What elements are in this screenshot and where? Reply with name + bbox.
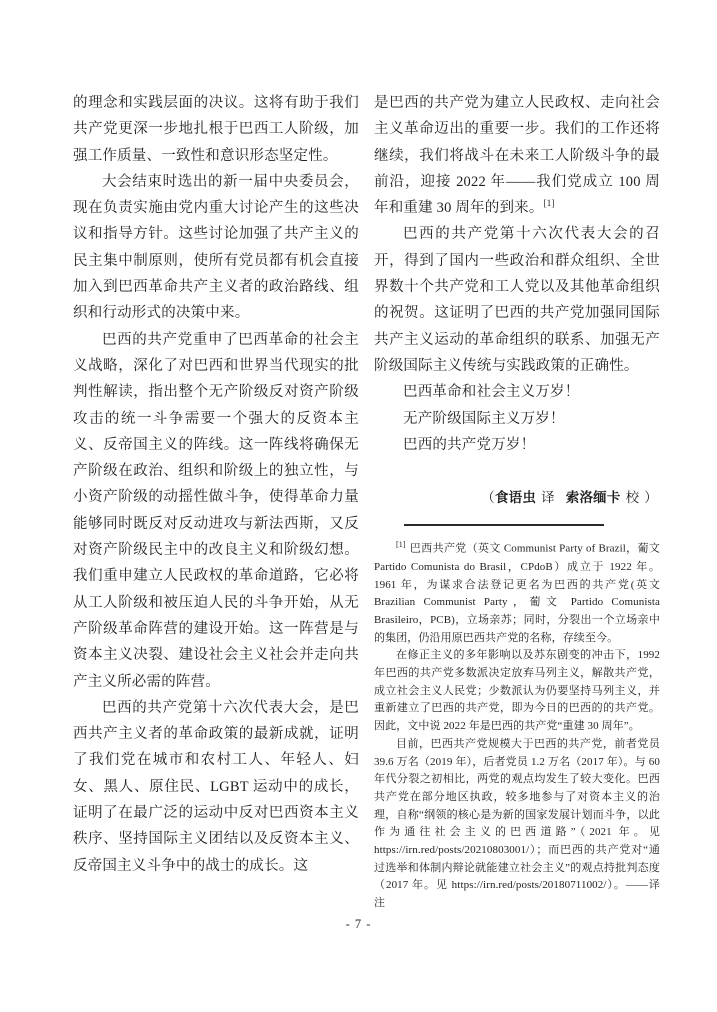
footnote-marker: [1] — [396, 540, 406, 550]
paragraph — [374, 90, 660, 221]
footnote-paragraph — [374, 536, 660, 647]
credit-line — [374, 485, 660, 511]
proofreader-name: 索洛缅卡 — [565, 490, 621, 506]
slogan-line: 巴西革命和社会主义万岁！ — [403, 384, 580, 401]
slogan-line: 巴西的共产党万岁！ — [403, 436, 536, 453]
translator-role: 译 — [541, 490, 555, 506]
two-column-layout — [73, 90, 659, 913]
slogan-line: 无产阶级国际主义万岁！ — [403, 410, 565, 427]
paragraph: 巴西的共产党第十六次代表大会的召开，得到了国内一些政治和群众组织、全世界数十个共产党和工人党以及其他革命组织的祝贺。这证明了巴西的共产党加强同国际共产主义运动的革命组织的联系、加强无产阶级国际主义传统与实践政策的正确性。 — [374, 226, 660, 374]
credit-close-paren: ） — [644, 490, 658, 506]
footnote-paragraph: 目前，巴西共产党规模大于巴西的共产党，前者党员 39.6 万名（2019 年），后者党员 1.2 万名（2017 年）。与 60 年代分裂之初相比，两党的观点均发生了较大变化。巴西共产党在部分地区执政，较多地参与了对资本主义的治理，自称“纲领的核心是为新的国家发展计划而斗争，以此作为通往社会主义的巴西道路”（2021 年。见 https://irn.red/posts/20210803001/）；而巴西的共产党对“通过选举和体制内辩论就能建立社会主义”的观点持批判态度（2017 年。见 https://irn.red/posts/20180711002/）。——译注 — [374, 737, 660, 910]
page-number: - 7 - — [345, 917, 372, 931]
footnote-separator-rule — [404, 524, 604, 526]
paragraph: 巴西的共产党第十六次代表大会，是巴西共产主义者的革命政策的最新成就，证明了我们党在城市和农村工人、年轻人、妇女、黑人、原住民、LGBT 运动中的成长，证明了在最广泛的运动中反对巴西资本主义秩序、坚持国际主义团结以及反资本主义、反帝国主义斗争中的战士的成长。这 — [73, 699, 359, 874]
proofreader-role: 校 — [625, 490, 640, 506]
left-column — [73, 90, 359, 913]
paragraph: 的理念和实践层面的决议。这将有助于我们共产党更深一步地扎根于巴西工人阶级，加强工作质量、一致性和意识形态坚定性。 — [73, 95, 359, 164]
footnote-text: 巴西共产党（英文 Communist Party of Brazil，葡文 Partido Comunista do Brasil，CPdoB）成立于 1922 年。1961 年，为谋求合法登记更名为巴西的共产党(英文 Brazilian Communist Party，葡文 Partido Comunista Brasileiro，PCB)，立场亲苏；同时，分裂出一个立场亲中的集团，仍沿用原巴西共产党的名称，存续至今。 — [374, 543, 660, 644]
translator-name: 食语虫 — [494, 490, 537, 506]
footnote-ref-superscript: [1] — [543, 198, 555, 209]
credit-open-paren: （ — [481, 490, 495, 506]
right-column — [374, 90, 660, 913]
paragraph: 巴西的共产党重申了巴西革命的社会主义战略，深化了对巴西和世界当代现实的批判性解读，指出整个无产阶级反对资产阶级攻击的统一斗争需要一个强大的反资本主义、反帝国主义的阵线。这一阵线将确保无产阶级在政治、组织和阶级上的独立性，与小资产阶级的动摇性做斗争，使得革命力量能够同时既反对反动进攻与新法西斯，又反对资产阶级民主中的改良主义和阶级幻想。我们重申建立人民政权的革命道路，它必将从工人阶级和被压迫人民的斗争开始，从无产阶级革命阵营的建设开始。这一阵营是与资本主义决裂、建设社会主义社会并走向共产主义所必需的阵营。 — [73, 331, 359, 690]
paragraph-text: 是巴西的共产党为建立人民政权、走向社会主义革命迈出的重要一步。我们的工作还将继续，我们将战斗在未来工人阶级斗争的最前沿，迎接 2022 年——我们党成立 100 周年和重建 30 周年的到来。 — [374, 95, 660, 217]
footnote-paragraph: 在修正主义的多年影响以及苏东剧变的冲击下，1992 年巴西的共产党多数派决定放弃马列主义，解散共产党，成立社会主义人民党；少数派认为仍要坚持马列主义，并重新建立了巴西的共产党，即为今日的巴西的的共产党。因此，文中说 2022 年是巴西的共产党“重建 30 周年”。 — [374, 649, 660, 733]
paragraph: 大会结束时选出的新一届中央委员会，现在负责实施由党内重大讨论产生的这些决议和指导方针。这些讨论加强了共产主义的民主集中制原则，使所有党员都有机会直接加入到巴西革命共产主义者的政治路线、组织和行动形式的决策中来。 — [73, 173, 359, 322]
footnote-block — [374, 536, 660, 912]
